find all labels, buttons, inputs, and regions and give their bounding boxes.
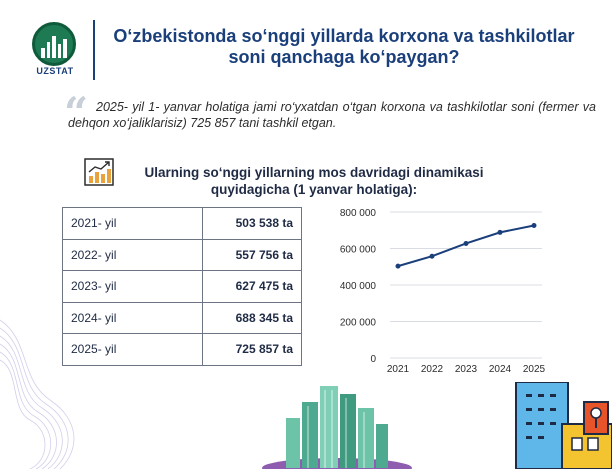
value-cell: 557 756 ta (203, 239, 302, 271)
quote-icon: “ (64, 88, 89, 137)
data-point (532, 223, 537, 228)
intro-text: 2025- yil 1- yanvar holatiga jami ro‘yxatdan o‘tgan korxona va tashkilotlar soni (fermer va dehqon xo‘jaliklarisiz) 725 857 tani tashkil etgan. (68, 100, 596, 130)
year-cell: 2021- yil (63, 208, 203, 240)
year-cell: 2022- yil (63, 239, 203, 271)
year-cell: 2023- yil (63, 271, 203, 303)
uzstat-logo (26, 22, 84, 76)
data-point (396, 264, 401, 269)
value-cell: 627 475 ta (203, 271, 302, 303)
value-cell: 503 538 ta (203, 208, 302, 240)
data-point (498, 230, 503, 235)
x-tick-label: 2024 (488, 364, 512, 374)
building-illustration (512, 382, 612, 469)
y-tick-label: 200 000 (339, 317, 376, 329)
table-row (63, 271, 302, 303)
value-cell: 725 857 ta (203, 334, 302, 366)
logo-text: UZSTAT (36, 66, 74, 76)
skyline-illustration (262, 380, 412, 469)
line-chart (330, 202, 550, 374)
data-point (430, 254, 435, 259)
table-row (63, 208, 302, 240)
value-cell: 688 345 ta (203, 302, 302, 334)
chart-growth-icon (84, 158, 114, 186)
x-tick-label: 2021 (386, 364, 410, 374)
year-cell: 2025- yil (63, 334, 203, 366)
logo-bars-icon (41, 34, 67, 58)
y-tick-label: 400 000 (339, 281, 376, 292)
page-title: O‘zbekistonda so‘nggi yillarda korxona va tashkilotlar soni qanchaga ko‘paygan? (113, 26, 575, 67)
y-tick-label: 0 (370, 354, 376, 365)
x-tick-label: 2025 (522, 364, 546, 374)
y-tick-label: 800 000 (339, 208, 376, 219)
y-tick-label: 600 000 (339, 244, 376, 256)
x-tick-label: 2022 (420, 364, 444, 374)
year-cell: 2024- yil (63, 302, 203, 334)
table-row (63, 239, 302, 271)
x-tick-label: 2023 (454, 364, 478, 374)
decorative-wave (0, 300, 100, 469)
header-divider (93, 20, 95, 80)
section-subtitle: Ularning so‘nggi yillarning mos davridagi dinamikasi quyidagicha (1 yanvar holatiga): (144, 165, 484, 197)
data-point (464, 241, 469, 246)
